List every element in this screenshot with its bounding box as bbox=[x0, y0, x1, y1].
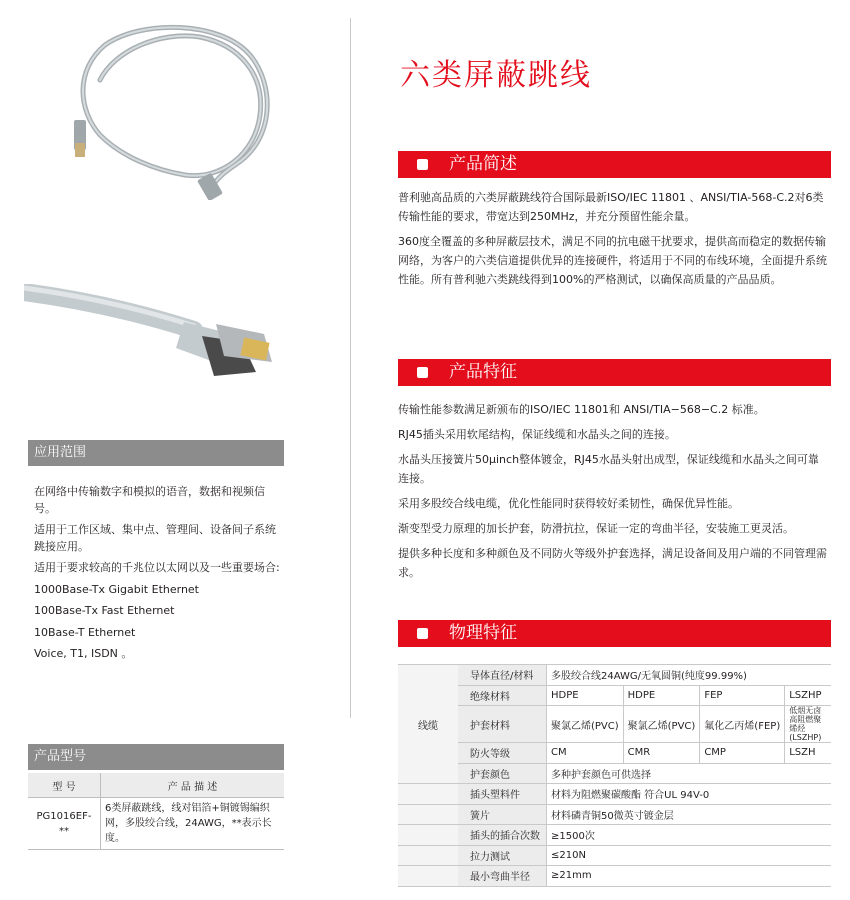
description-column-header: 产 品 描 述 bbox=[101, 773, 285, 798]
bullet-square-icon bbox=[417, 628, 428, 639]
spec-value: 低烟无卤高阻燃聚烯烃(LSZHP) bbox=[785, 706, 831, 743]
application-paragraph: 100Base-Tx Fast Ethernet bbox=[34, 604, 175, 617]
model-table-header-row bbox=[28, 773, 284, 798]
spec-key: 簧片 bbox=[458, 804, 547, 825]
application-paragraph: 10Base-T Ethernet bbox=[34, 625, 136, 639]
spec-value: FEP bbox=[700, 685, 785, 706]
spec-key: 最小弯曲半径 bbox=[458, 866, 547, 887]
feature-item: 水晶头压接簧片50μinch整体镀金，RJ45水晶头射出成型，保证线缆和水晶头之间可靠连接。 bbox=[398, 453, 819, 485]
spec-key: 导体直径/材料 bbox=[458, 665, 547, 686]
feature-item: 采用多股绞合线电缆，优化性能同时获得较好柔韧性，确保优异性能。 bbox=[398, 497, 739, 510]
column-divider bbox=[350, 18, 351, 718]
feature-item: 提供多种长度和多种颜色及不同防火等级外护套选择，满足设备间及用户端的不同管理需求。 bbox=[398, 547, 827, 579]
bullet-square-icon bbox=[417, 159, 428, 170]
feature-item: 渐变型受力原理的加长护套，防滑抗拉，保证一定的弯曲半径，安装施工更灵活。 bbox=[398, 522, 794, 535]
model-table bbox=[28, 773, 284, 850]
model-table-row bbox=[28, 798, 284, 850]
model-number: PG1016EF-** bbox=[28, 798, 101, 850]
spec-value: 聚氯乙烯(PVC) bbox=[547, 706, 624, 743]
application-text bbox=[34, 484, 284, 668]
feature-item: 传输性能参数满足新颁布的ISO/IEC 11801和 ANSI/TIA−568−C.2 标准。 bbox=[398, 403, 765, 416]
physical-spec-table bbox=[398, 664, 831, 887]
application-header: 应用范围 bbox=[28, 440, 284, 466]
features-section-header bbox=[398, 359, 831, 386]
empty-group-cell bbox=[398, 804, 458, 825]
model-description: 6类屏蔽跳线，线对铝箔+铜镀锡编织网，多股绞合线，24AWG，**表示长度。 bbox=[101, 798, 285, 850]
intro-text bbox=[398, 188, 828, 289]
intro-section-header bbox=[398, 151, 831, 178]
intro-paragraph: 360度全覆盖的多种屏蔽层技术，满足不同的抗电磁干扰要求，提供高而稳定的数据传输网络，为客户的六类信道提供优异的连接硬件，将适用于不同的布线环境，全面提升系统性能。所有普利驰六类跳线得到100%的严格测试，以确保高质量的产品品质。 bbox=[398, 235, 827, 286]
spec-value: ≥21mm bbox=[547, 866, 832, 887]
spec-value: CM bbox=[547, 743, 624, 764]
spec-key: 拉力测试 bbox=[458, 845, 547, 866]
table-row bbox=[398, 685, 831, 706]
spec-value: 氟化乙丙烯(FEP) bbox=[700, 706, 785, 743]
features-section-title: 产品特征 bbox=[449, 362, 517, 382]
spec-value: HDPE bbox=[547, 685, 624, 706]
spec-key: 插头的插合次数 bbox=[458, 825, 547, 846]
table-row bbox=[398, 784, 831, 805]
spec-key: 绝缘材料 bbox=[458, 685, 547, 706]
spec-value: 聚氯乙烯(PVC) bbox=[623, 706, 700, 743]
spec-key: 防火等级 bbox=[458, 743, 547, 764]
feature-item: RJ45插头采用软尾结构，保证线缆和水晶头之间的连接。 bbox=[398, 428, 676, 441]
empty-group-cell bbox=[398, 845, 458, 866]
table-row bbox=[398, 743, 831, 764]
application-paragraph: 适用于工作区域、集中点、管理间、设备间子系统跳接应用。 bbox=[34, 523, 276, 553]
model-column-header: 型 号 bbox=[28, 773, 101, 798]
spec-value: 材料磷青铜50微英寸镀金层 bbox=[547, 804, 832, 825]
application-paragraph: 1000Base-Tx Gigabit Ethernet bbox=[34, 582, 199, 596]
spec-value: HDPE bbox=[623, 685, 700, 706]
application-paragraph: Voice, T1, ISDN 。 bbox=[34, 647, 133, 660]
table-row bbox=[398, 845, 831, 866]
spec-value: 材料为阻燃聚碳酸酯 符合UL 94V-0 bbox=[547, 784, 832, 805]
spec-value: ≥1500次 bbox=[547, 825, 832, 846]
empty-group-cell bbox=[398, 825, 458, 846]
physical-section-header bbox=[398, 620, 831, 647]
table-row bbox=[398, 665, 831, 686]
physical-section-title: 物理特征 bbox=[449, 623, 517, 643]
table-row bbox=[398, 763, 831, 784]
spec-value: LSZHP bbox=[785, 685, 831, 706]
application-paragraph: 在网络中传输数字和模拟的语音，数据和视频信号。 bbox=[34, 485, 265, 515]
table-row bbox=[398, 804, 831, 825]
spec-value: CMP bbox=[700, 743, 785, 764]
table-row bbox=[398, 706, 831, 743]
empty-group-cell bbox=[398, 784, 458, 805]
rj45-connector-image bbox=[24, 284, 284, 384]
spec-value: CMR bbox=[623, 743, 700, 764]
cable-group-label: 线缆 bbox=[398, 665, 458, 784]
cable-coil-image bbox=[60, 15, 290, 200]
intro-paragraph: 普利驰高品质的六类屏蔽跳线符合国际最新ISO/IEC 11801 、ANSI/TIA-568-C.2对6类传输性能的要求，带宽达到250MHz，并充分预留性能余量。 bbox=[398, 191, 824, 223]
spec-value: 多种护套颜色可供选择 bbox=[547, 763, 832, 784]
spec-key: 插头塑料件 bbox=[458, 784, 547, 805]
spec-key: 护套材料 bbox=[458, 706, 547, 743]
spec-value: ≤210N bbox=[547, 845, 832, 866]
spec-value: 多股绞合线24AWG/无氧圆铜(纯度99.99%) bbox=[547, 665, 832, 686]
features-text bbox=[398, 400, 828, 582]
model-header: 产品型号 bbox=[28, 744, 284, 770]
application-paragraph: 适用于要求较高的千兆位以太网以及一些重要场合: bbox=[34, 561, 280, 574]
spec-key: 护套颜色 bbox=[458, 763, 547, 784]
table-row bbox=[398, 866, 831, 887]
intro-section-title: 产品简述 bbox=[449, 154, 517, 174]
table-row bbox=[398, 825, 831, 846]
page-title: 六类屏蔽跳线 bbox=[400, 58, 592, 93]
spec-value: LSZH bbox=[785, 743, 831, 764]
empty-group-cell bbox=[398, 866, 458, 887]
bullet-square-icon bbox=[417, 367, 428, 378]
